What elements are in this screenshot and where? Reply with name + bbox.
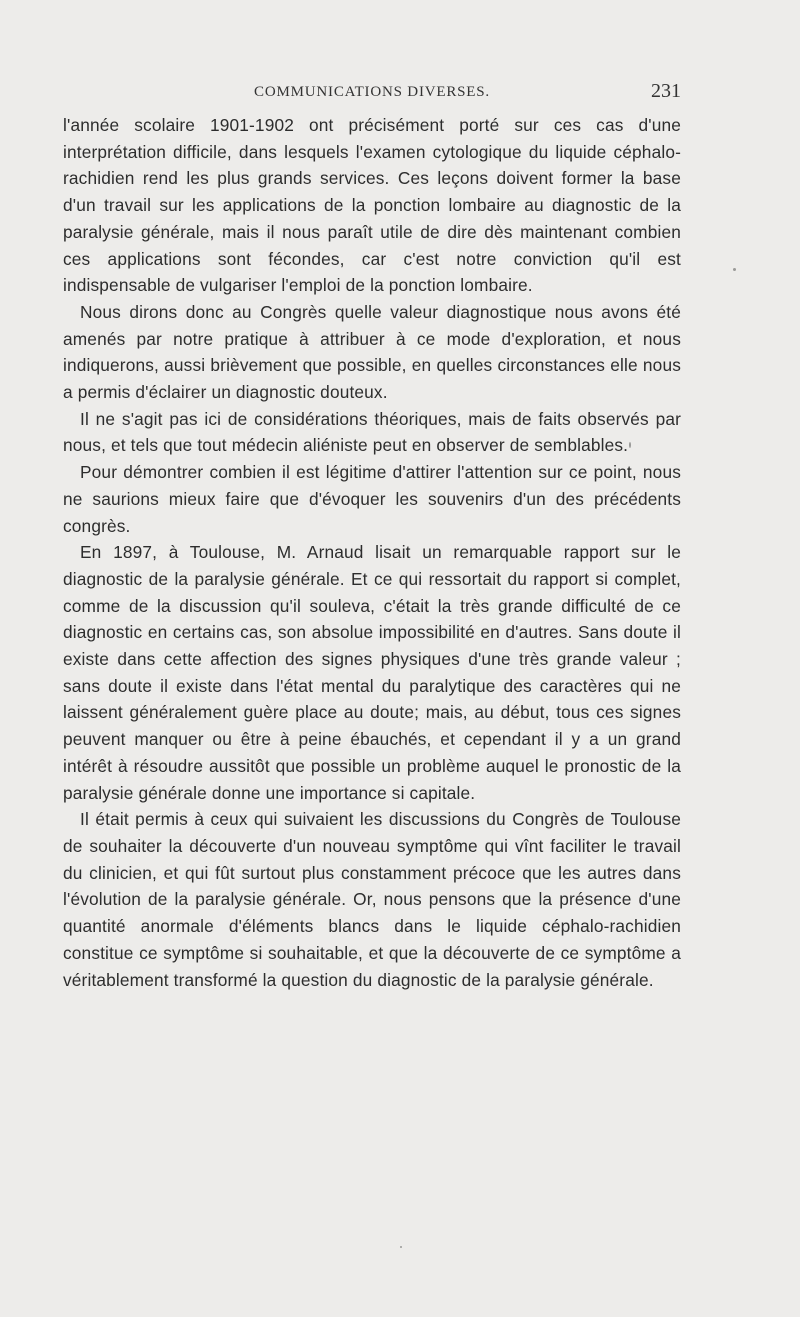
paper-speck xyxy=(629,442,631,448)
running-header xyxy=(63,80,681,110)
running-title: COMMUNICATIONS DIVERSES. xyxy=(254,84,490,100)
paragraph-4: Pour démontrer combien il est légitime d'attirer l'attention sur ce point, nous ne saurions mieux faire que d'évoquer les souvenirs d'un des précédents congrès. xyxy=(63,462,681,536)
paragraph-5: En 1897, à Toulouse, M. Arnaud lisait un remarquable rapport sur le diagnostic de la paralysie générale. Et ce qui ressortait du rapport si complet, comme de la discussion qu'il souleva, c'était la très grande difficulté de ce diagnostic en certains cas, son absolue impossibilité en d'autres. Sans doute il existe dans cette affection des signes physiques d'une très grande valeur ; sans doute il existe dans l'état mental du paralytique des caractères qui ne laissent généralement guère place au doute; mais, au début, tous ces signes peuvent manquer ou être à peine ébauchés, et cependant il y a un grand intérêt à résoudre aussitôt que possible un problème auquel le pronostic de la paralysie générale donne une importance si capitale. xyxy=(63,542,681,803)
paper-speck xyxy=(733,268,736,271)
paragraph-3: Il ne s'agit pas ici de considérations théoriques, mais de faits observés par nous, et tels que tout médecin aliéniste peut en observer de semblables. xyxy=(63,408,681,456)
paragraph-1: l'année scolaire 1901-1902 ont précisément porté sur ces cas d'une interprétation difficile, dans lesquels l'examen cytologique du liquide céphalo-rachidien rend les plus grands services. Ces leçons doivent former la base d'un travail sur les applications de la ponction lombaire au diagnostic de la paralysie générale, mais il nous paraît utile de dire dès maintenant combien ces applications sont fécondes, car c'est notre conviction qu'il est indispensable de vulgariser l'emploi de la ponction lombaire. xyxy=(63,115,681,296)
page-number: 231 xyxy=(651,80,681,102)
paragraph-2: Nous dirons donc au Congrès quelle valeur diagnostique nous avons été amenés par notre pratique à attribuer à ce mode d'exploration, et nous indiquerons, aussi brièvement que possible, en quelles circonstances elle nous a permis d'éclairer un diagnostic douteux. xyxy=(63,301,681,403)
paragraph-6: Il était permis à ceux qui suivaient les discussions du Congrès de Toulouse de souhaiter la découverte d'un nouveau symptôme qui vînt faciliter le travail du clinicien, et qui fût surtout plus constamment précoce que les autres dans l'évolution de la paralysie générale. Or, nous pensons que la présence d'une quantité anormale d'éléments blancs dans le liquide céphalo-rachidien constitue ce symptôme si souhaitable, et que la découverte de ce symptôme a véritablement transformé la question du diagnostic de la paralysie générale. xyxy=(63,809,681,990)
body-text xyxy=(63,112,681,993)
paper-speck xyxy=(400,1246,402,1248)
